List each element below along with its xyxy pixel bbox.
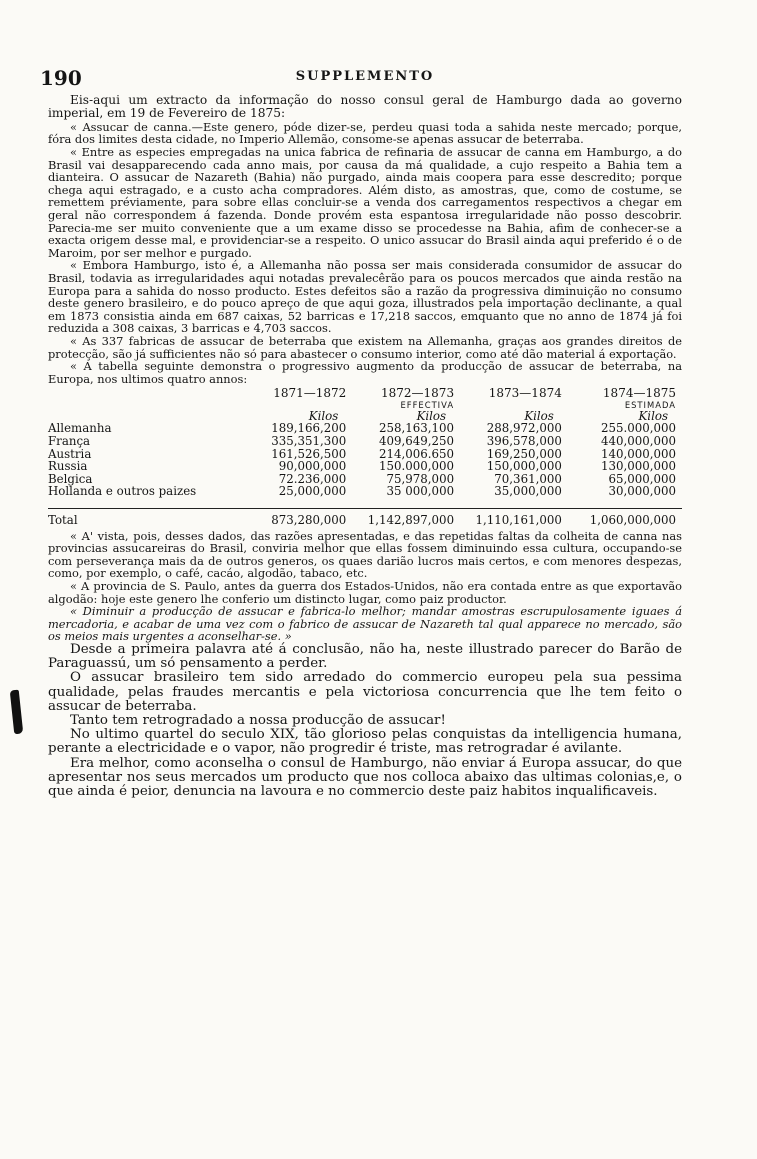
paragraph-intro: Eis-aqui um extracto da informação do nosso consul geral de Hamburgo dada ao governo imperial, em 19 de Fevereiro de 1875:: [48, 93, 682, 121]
row-value: 140,000,000: [600, 446, 676, 461]
table-row: [48, 460, 682, 473]
quote-paragraph: « Entre as especies empregadas na unica fabrica de refinaria de assucar de canna em Hamburgo, a do Brasil vai desapparecendo cada anno mais, por causa da má qualidade, a cujo respeito a Bahia tem a dianteira. O assucar de Nazareth (Bahia) não purgado, ainda mais coopera para esse descredito; porque chega aqui estragado, e a custo acha compradores. Além disto, as amostras, que, como de costume, se remettem préviamente, para sobre ellas concluir-se a venda dos carregamentos respectivos a chegar em geral não correspondem á fazenda. Donde provém esta espantosa irregularidade não posso descobrir. Parecia-me ser muito conveniente que a um exame disso se procedesse na Bahia, afim de conhecer-se a exacta origem desse mal, e providenciar-se a respeito. O unico assucar do Brasil ainda aqui preferido é o de Maroim, por ser melhor e purgado.: [48, 145, 682, 260]
row-value: 35 000,000: [386, 484, 455, 499]
quote-paragraph: « Assucar de canna.—Este genero, póde dizer-se, perdeu quasi toda a sahida neste mercado; porque, fóra dos limites desta cidade, no Imperio Allemão, consome-se apenas assucar de beterraba.: [48, 119, 682, 147]
table-row: [48, 448, 682, 461]
table-row: [48, 485, 682, 498]
row-value: 440,000,000: [600, 434, 676, 449]
row-value: 65,000,000: [608, 471, 676, 486]
year-header: 1871—1872: [273, 386, 347, 401]
quote-paragraph: « Embora Hamburgo, isto é, a Allemanha não possa ser mais considerada consumidor de assucar do Brasil, todavia as irregularidades aqui notadas prevalecêrão para os poucos mercados que ainda restão na Europa para a sahida do nosso producto. Estes defeitos são a razão da progressiva diminuição no consumo deste genero brasileiro, e do pouco apreço de que aqui goza, illustrados pela importação declinante, a qual em 1873 consistia ainda em 687 caixas, 52 barricas e 17,218 saccos, emquanto que no anno de 1874 já foi reduzida a 308 caixas, 3 barricas e 4,703 saccos.: [48, 258, 682, 336]
table-notes-row: [48, 401, 682, 410]
table-row: [48, 435, 682, 448]
row-value: 409,649,250: [379, 434, 455, 449]
row-value: 130,000,000: [600, 459, 676, 474]
table-units-row: [48, 410, 682, 423]
row-label: Hollanda e outros paizes: [48, 484, 197, 499]
row-label: Allemanha: [48, 421, 112, 436]
paragraph: No ultimo quartel do seculo XIX, tão glorioso pelas conquistas da intelligencia humana, perante a electricidade e o vapor, não progredir é triste, mas retrogradar é avilante.: [48, 727, 682, 757]
row-value: 35,000,000: [494, 484, 562, 499]
paragraph: O assucar brasileiro tem sido arredado do commercio europeu pela sua pessima qualidade, pelas fraudes mercantis e pela victoriosa concurrencia que lhe tem feito o assucar de beterraba.: [48, 670, 682, 714]
row-label: Belgica: [48, 471, 93, 486]
row-label: Russia: [48, 459, 88, 474]
unit-label: Kilos: [416, 408, 447, 423]
page-body: [48, 94, 682, 799]
row-value: 150,000,000: [486, 459, 562, 474]
row-value: 25,000,000: [278, 484, 347, 499]
row-label: França: [48, 434, 91, 449]
column-note: ESTIMADA: [624, 399, 676, 410]
year-header: 1873—1874: [488, 386, 562, 401]
row-value: 288,972,000: [486, 421, 562, 436]
row-value: 150.000,000: [379, 459, 455, 474]
unit-label: Kilos: [638, 408, 668, 423]
table-row: [48, 422, 682, 435]
row-value: 335,351,300: [271, 434, 347, 449]
total-label: Total: [48, 513, 78, 528]
row-value: 189,166,200: [271, 421, 347, 436]
year-header: 1872—1873: [381, 386, 455, 401]
page-number: 190: [40, 66, 82, 90]
paragraph: Desde a primeira palavra até á conclusão, não ha, neste illustrado parecer do Barão de Paraguassú, um só pensamento a perder.: [48, 641, 682, 672]
paragraph: Era melhor, como aconselha o consul de Hamburgo, não enviar á Europa assucar, do que apresentar nos seus mercados um producto que nos colloca abaixo das ultimas colonias,e, o que ainda é peior, denuncia na lavoura e no commercio deste paiz habitos inqualificaveis.: [48, 755, 682, 799]
running-title: SUPPLEMENTO: [295, 69, 435, 84]
row-value: 396,578,000: [486, 434, 562, 449]
quote-paragraph-italic: « Diminuir a producção de assucar e fabrica-lo melhor; mandar amostras escrupulosamente iguaes á mercadoria, e acabar de uma vez com o fabrico de assucar de Nazareth tal qual apparece no mercado, são os meios mais urgentes a aconselhar-se. »: [48, 604, 682, 644]
unit-label: Kilos: [308, 408, 339, 423]
row-value: 90,000,000: [278, 459, 347, 474]
row-value: 169,250,000: [486, 446, 562, 461]
table-years-row: [48, 387, 682, 401]
quote-paragraph: « As 337 fabricas de assucar de beterraba que existem na Allemanha, graças aos grandes direitos de protecção, são já sufficientes não só para abastecer o consumo interior, como até dão material á exportação.: [48, 333, 682, 361]
book-page: [40, 66, 682, 799]
page-header: [40, 66, 682, 90]
total-value: 1,060,000,000: [589, 513, 676, 528]
row-value: 214,006.650: [379, 446, 455, 461]
table-total-row: [48, 509, 682, 527]
quote-paragraph: « A' vista, pois, desses dados, das razões apresentadas, e das repetidas faltas da colheita de canna nas provincias assucareiras do Brasil, conviria melhor que ellas fossem diminuindo essa cultura, occupando-se com perseverança mais da de outros generos, os quaes darião lucros mais certos, e com menores despezas, como, por exemplo, o café, cacáo, algodão, tabaco, etc.: [48, 528, 682, 581]
quote-paragraph: « A provincia de S. Paulo, antes da guerra dos Estados-Unidos, não era contada entre as que exportavão algodão: hoje este genero lhe conferio um distincto lugar, como paiz productor.: [48, 579, 682, 606]
row-value: 255.000,000: [600, 421, 676, 436]
row-value: 30,000,000: [608, 484, 676, 499]
margin-ink-mark: [10, 690, 24, 735]
column-note: EFFECTIVA: [400, 399, 455, 410]
row-value: 72.236,000: [278, 471, 347, 486]
total-value: 1,110,161,000: [475, 513, 562, 528]
paragraph: Tanto tem retrogradado a nossa producção de assucar!: [70, 712, 446, 728]
total-value: 1,142,897,000: [367, 513, 455, 528]
table-rule: [48, 498, 682, 509]
unit-label: Kilos: [524, 408, 554, 423]
row-value: 75,978,000: [386, 471, 455, 486]
row-value: 258,163,100: [379, 421, 455, 436]
row-value: 70,361,000: [494, 471, 562, 486]
year-header: 1874—1875: [602, 386, 676, 401]
table-body: [48, 422, 682, 498]
production-table: [48, 387, 682, 526]
row-label: Austria: [48, 446, 92, 461]
total-value: 873,280,000: [271, 513, 347, 528]
row-value: 161,526,500: [271, 446, 347, 461]
quote-paragraph: « A tabella seguinte demonstra o progressivo augmento da producção de assucar de beterraba, na Europa, nos ultimos quatro annos:: [48, 359, 682, 386]
